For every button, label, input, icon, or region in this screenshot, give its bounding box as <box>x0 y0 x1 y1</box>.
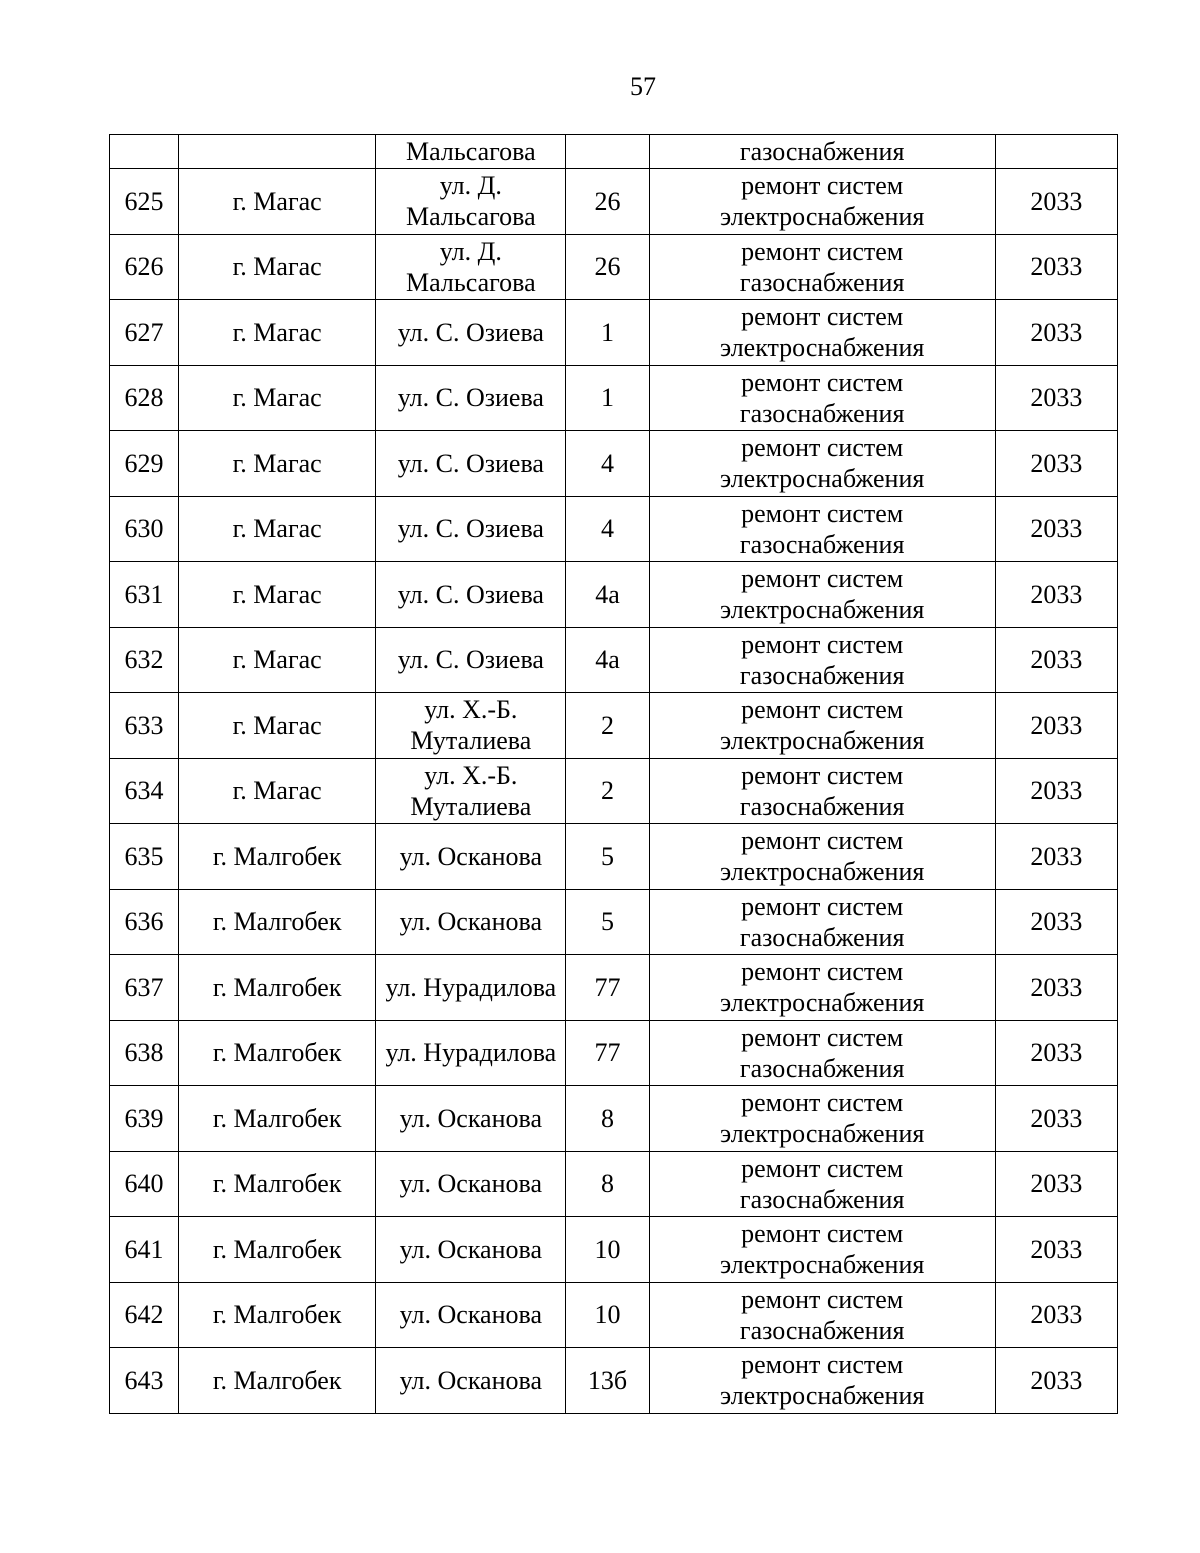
work-line-2: электроснабжения <box>720 857 925 887</box>
street-line-1: ул. Д. <box>439 236 502 266</box>
street-line-1: ул. Осканова <box>399 1365 542 1395</box>
cell-street <box>376 496 566 562</box>
page-number: 57 <box>630 72 656 101</box>
cell-work <box>649 889 995 955</box>
street-line-1: ул. Осканова <box>399 841 542 871</box>
cell-work <box>649 496 995 562</box>
cell-house: 5 <box>566 889 649 955</box>
work-line-2: газоснабжения <box>739 791 905 821</box>
cell-house: 4а <box>566 562 649 628</box>
cell-number <box>110 135 179 169</box>
cell-city: г. Магас <box>179 300 376 366</box>
work-line-1: ремонт систем <box>741 302 904 332</box>
cell-number: 626 <box>110 234 179 300</box>
cell-street <box>376 1086 566 1152</box>
cell-number: 639 <box>110 1086 179 1152</box>
table-row <box>110 496 1118 562</box>
cell-house: 4 <box>566 496 649 562</box>
table-row <box>110 889 1118 955</box>
work-line-2: электроснабжения <box>720 464 925 494</box>
table-body <box>110 135 1118 1414</box>
street-line-1: ул. Осканова <box>399 1234 542 1264</box>
cell-work <box>649 431 995 497</box>
cell-city: г. Магас <box>179 234 376 300</box>
work-line-2: электроснабжения <box>720 726 925 756</box>
work-line-2: газоснабжения <box>739 1053 905 1083</box>
cell-city: г. Магас <box>179 693 376 759</box>
street-line-1: ул. С. Озиева <box>397 514 544 544</box>
work-line-1: ремонт систем <box>741 957 904 987</box>
cell-work <box>649 234 995 300</box>
work-line-2: газоснабжения <box>739 398 905 428</box>
cell-city: г. Малгобек <box>179 1282 376 1348</box>
cell-work <box>649 1348 995 1414</box>
cell-number: 625 <box>110 169 179 235</box>
cell-number: 635 <box>110 824 179 890</box>
cell-house: 2 <box>566 758 649 824</box>
cell-city: г. Малгобек <box>179 1020 376 1086</box>
cell-year: 2033 <box>995 693 1117 759</box>
cell-city: г. Магас <box>179 496 376 562</box>
table-row <box>110 1151 1118 1217</box>
street-line-1: ул. С. Озиева <box>397 579 544 609</box>
cell-street <box>376 955 566 1021</box>
street-line-2: Мальсагова <box>406 202 536 232</box>
table-row <box>110 1020 1118 1086</box>
cell-street <box>376 1151 566 1217</box>
cell-house: 26 <box>566 169 649 235</box>
cell-work <box>649 562 995 628</box>
cell-work <box>649 1086 995 1152</box>
cell-number: 640 <box>110 1151 179 1217</box>
table-row <box>110 758 1118 824</box>
cell-number: 638 <box>110 1020 179 1086</box>
street-line-2: Мальсагова <box>406 267 536 297</box>
cell-city: г. Магас <box>179 431 376 497</box>
cell-work <box>649 365 995 431</box>
table-row <box>110 234 1118 300</box>
cell-year: 2033 <box>995 365 1117 431</box>
table-row <box>110 955 1118 1021</box>
cell-number: 632 <box>110 627 179 693</box>
cell-city: г. Малгобек <box>179 1151 376 1217</box>
street-line-1: ул. С. Озиева <box>397 448 544 478</box>
cell-number: 628 <box>110 365 179 431</box>
cell-street <box>376 1217 566 1283</box>
cell-year: 2033 <box>995 431 1117 497</box>
cell-city <box>179 135 376 169</box>
work-line-2: электроснабжения <box>720 1119 925 1149</box>
street-line-1: ул. Нурадилова <box>385 972 557 1002</box>
cell-work: газоснабжения <box>649 135 995 169</box>
cell-number: 643 <box>110 1348 179 1414</box>
cell-number: 637 <box>110 955 179 1021</box>
cell-house: 4а <box>566 627 649 693</box>
work-line-2: электроснабжения <box>720 1381 925 1411</box>
cell-year: 2033 <box>995 300 1117 366</box>
cell-city: г. Малгобек <box>179 1086 376 1152</box>
cell-number: 633 <box>110 693 179 759</box>
cell-year: 2033 <box>995 496 1117 562</box>
work-line-1: ремонт систем <box>741 1088 904 1118</box>
work-line-1: ремонт систем <box>741 498 904 528</box>
cell-city: г. Малгобек <box>179 1348 376 1414</box>
work-line-2: газоснабжения <box>739 1184 905 1214</box>
work-line-1: ремонт систем <box>741 564 904 594</box>
work-line-1: ремонт систем <box>741 1022 904 1052</box>
cell-city: г. Малгобек <box>179 824 376 890</box>
cell-city: г. Магас <box>179 365 376 431</box>
cell-street <box>376 824 566 890</box>
work-line-1: ремонт систем <box>741 695 904 725</box>
cell-street: Мальсагова <box>376 135 566 169</box>
cell-city: г. Малгобек <box>179 889 376 955</box>
cell-year: 2033 <box>995 1348 1117 1414</box>
cell-street <box>376 365 566 431</box>
work-line-1: ремонт систем <box>741 760 904 790</box>
cell-street <box>376 758 566 824</box>
street-line-1: ул. Х.-Б. <box>424 695 518 725</box>
cell-house: 8 <box>566 1151 649 1217</box>
cell-work <box>649 1020 995 1086</box>
cell-street <box>376 169 566 235</box>
cell-number: 636 <box>110 889 179 955</box>
street-line-1: ул. Осканова <box>399 1169 542 1199</box>
cell-house: 10 <box>566 1282 649 1348</box>
cell-city: г. Магас <box>179 562 376 628</box>
cell-street <box>376 234 566 300</box>
cell-house: 13б <box>566 1348 649 1414</box>
cell-year: 2033 <box>995 1282 1117 1348</box>
cell-work <box>649 1217 995 1283</box>
cell-year: 2033 <box>995 824 1117 890</box>
cell-work <box>649 627 995 693</box>
cell-year: 2033 <box>995 234 1117 300</box>
table-row <box>110 1217 1118 1283</box>
street-line-1: ул. Д. <box>439 171 502 201</box>
work-line-2: газоснабжения <box>739 660 905 690</box>
cell-house: 10 <box>566 1217 649 1283</box>
cell-year: 2033 <box>995 1151 1117 1217</box>
table-row <box>110 431 1118 497</box>
work-line-2: электроснабжения <box>720 1250 925 1280</box>
table-row <box>110 693 1118 759</box>
cell-number: 642 <box>110 1282 179 1348</box>
cell-year: 2033 <box>995 562 1117 628</box>
cell-street <box>376 1020 566 1086</box>
cell-number: 641 <box>110 1217 179 1283</box>
cell-work <box>649 1282 995 1348</box>
cell-year: 2033 <box>995 889 1117 955</box>
work-line-1: ремонт систем <box>741 629 904 659</box>
work-line-2: газоснабжения <box>739 1315 905 1345</box>
street-line-2: Муталиева <box>410 791 532 821</box>
cell-house: 5 <box>566 824 649 890</box>
cell-work <box>649 758 995 824</box>
cell-house: 8 <box>566 1086 649 1152</box>
cell-number: 627 <box>110 300 179 366</box>
work-line-1: ремонт систем <box>741 891 904 921</box>
cell-house <box>566 135 649 169</box>
cell-house: 26 <box>566 234 649 300</box>
work-line-1: ремонт систем <box>741 1284 904 1314</box>
street-line-1: ул. Осканова <box>399 1300 542 1330</box>
continuation-row <box>110 135 1118 169</box>
cell-year: 2033 <box>995 1086 1117 1152</box>
work-line-1: ремонт систем <box>741 1219 904 1249</box>
cell-city: г. Малгобек <box>179 1217 376 1283</box>
cell-street <box>376 1282 566 1348</box>
cell-house: 1 <box>566 300 649 366</box>
cell-year: 2033 <box>995 1217 1117 1283</box>
table-row <box>110 1348 1118 1414</box>
cell-year: 2033 <box>995 169 1117 235</box>
cell-house: 4 <box>566 431 649 497</box>
table-row <box>110 562 1118 628</box>
cell-street <box>376 431 566 497</box>
cell-city: г. Магас <box>179 627 376 693</box>
work-line-2: газоснабжения <box>739 529 905 559</box>
cell-work <box>649 955 995 1021</box>
cell-street <box>376 1348 566 1414</box>
table-row <box>110 1282 1118 1348</box>
work-line-2: электроснабжения <box>720 595 925 625</box>
cell-work <box>649 300 995 366</box>
work-line-2: газоснабжения <box>739 267 905 297</box>
street-line-1: ул. Осканова <box>399 907 542 937</box>
works-table <box>109 134 1118 1414</box>
work-line-1: ремонт систем <box>741 433 904 463</box>
cell-number: 630 <box>110 496 179 562</box>
work-line-1: ремонт систем <box>741 171 904 201</box>
cell-number: 634 <box>110 758 179 824</box>
cell-year: 2033 <box>995 627 1117 693</box>
cell-house: 77 <box>566 955 649 1021</box>
cell-number: 631 <box>110 562 179 628</box>
cell-house: 77 <box>566 1020 649 1086</box>
table-row <box>110 169 1118 235</box>
cell-street <box>376 627 566 693</box>
work-line-2: электроснабжения <box>720 333 925 363</box>
cell-year: 2033 <box>995 758 1117 824</box>
street-line-1: ул. Осканова <box>399 1103 542 1133</box>
cell-house: 1 <box>566 365 649 431</box>
street-line-1: ул. Нурадилова <box>385 1038 557 1068</box>
cell-work <box>649 1151 995 1217</box>
cell-street <box>376 300 566 366</box>
table-row <box>110 300 1118 366</box>
work-line-1: ремонт систем <box>741 1153 904 1183</box>
cell-year <box>995 135 1117 169</box>
cell-city: г. Магас <box>179 758 376 824</box>
street-line-1: ул. С. Озиева <box>397 645 544 675</box>
work-line-1: ремонт систем <box>741 826 904 856</box>
cell-street <box>376 562 566 628</box>
cell-year: 2033 <box>995 955 1117 1021</box>
cell-city: г. Малгобек <box>179 955 376 1021</box>
cell-number: 629 <box>110 431 179 497</box>
street-line-1: ул. С. Озиева <box>397 383 544 413</box>
cell-house: 2 <box>566 693 649 759</box>
cell-street <box>376 693 566 759</box>
work-line-1: ремонт систем <box>741 1350 904 1380</box>
cell-street <box>376 889 566 955</box>
table-row <box>110 627 1118 693</box>
cell-city: г. Магас <box>179 169 376 235</box>
street-line-2: Муталиева <box>410 726 532 756</box>
table-row <box>110 824 1118 890</box>
cell-work <box>649 824 995 890</box>
table-row <box>110 365 1118 431</box>
cell-work <box>649 169 995 235</box>
work-line-2: электроснабжения <box>720 202 925 232</box>
street-line-1: ул. С. Озиева <box>397 317 544 347</box>
street-line-1: ул. Х.-Б. <box>424 760 518 790</box>
cell-year: 2033 <box>995 1020 1117 1086</box>
work-line-1: ремонт систем <box>741 236 904 266</box>
work-line-2: электроснабжения <box>720 988 925 1018</box>
table-row <box>110 1086 1118 1152</box>
work-line-2: газоснабжения <box>739 922 905 952</box>
cell-work <box>649 693 995 759</box>
work-line-1: ремонт систем <box>741 367 904 397</box>
